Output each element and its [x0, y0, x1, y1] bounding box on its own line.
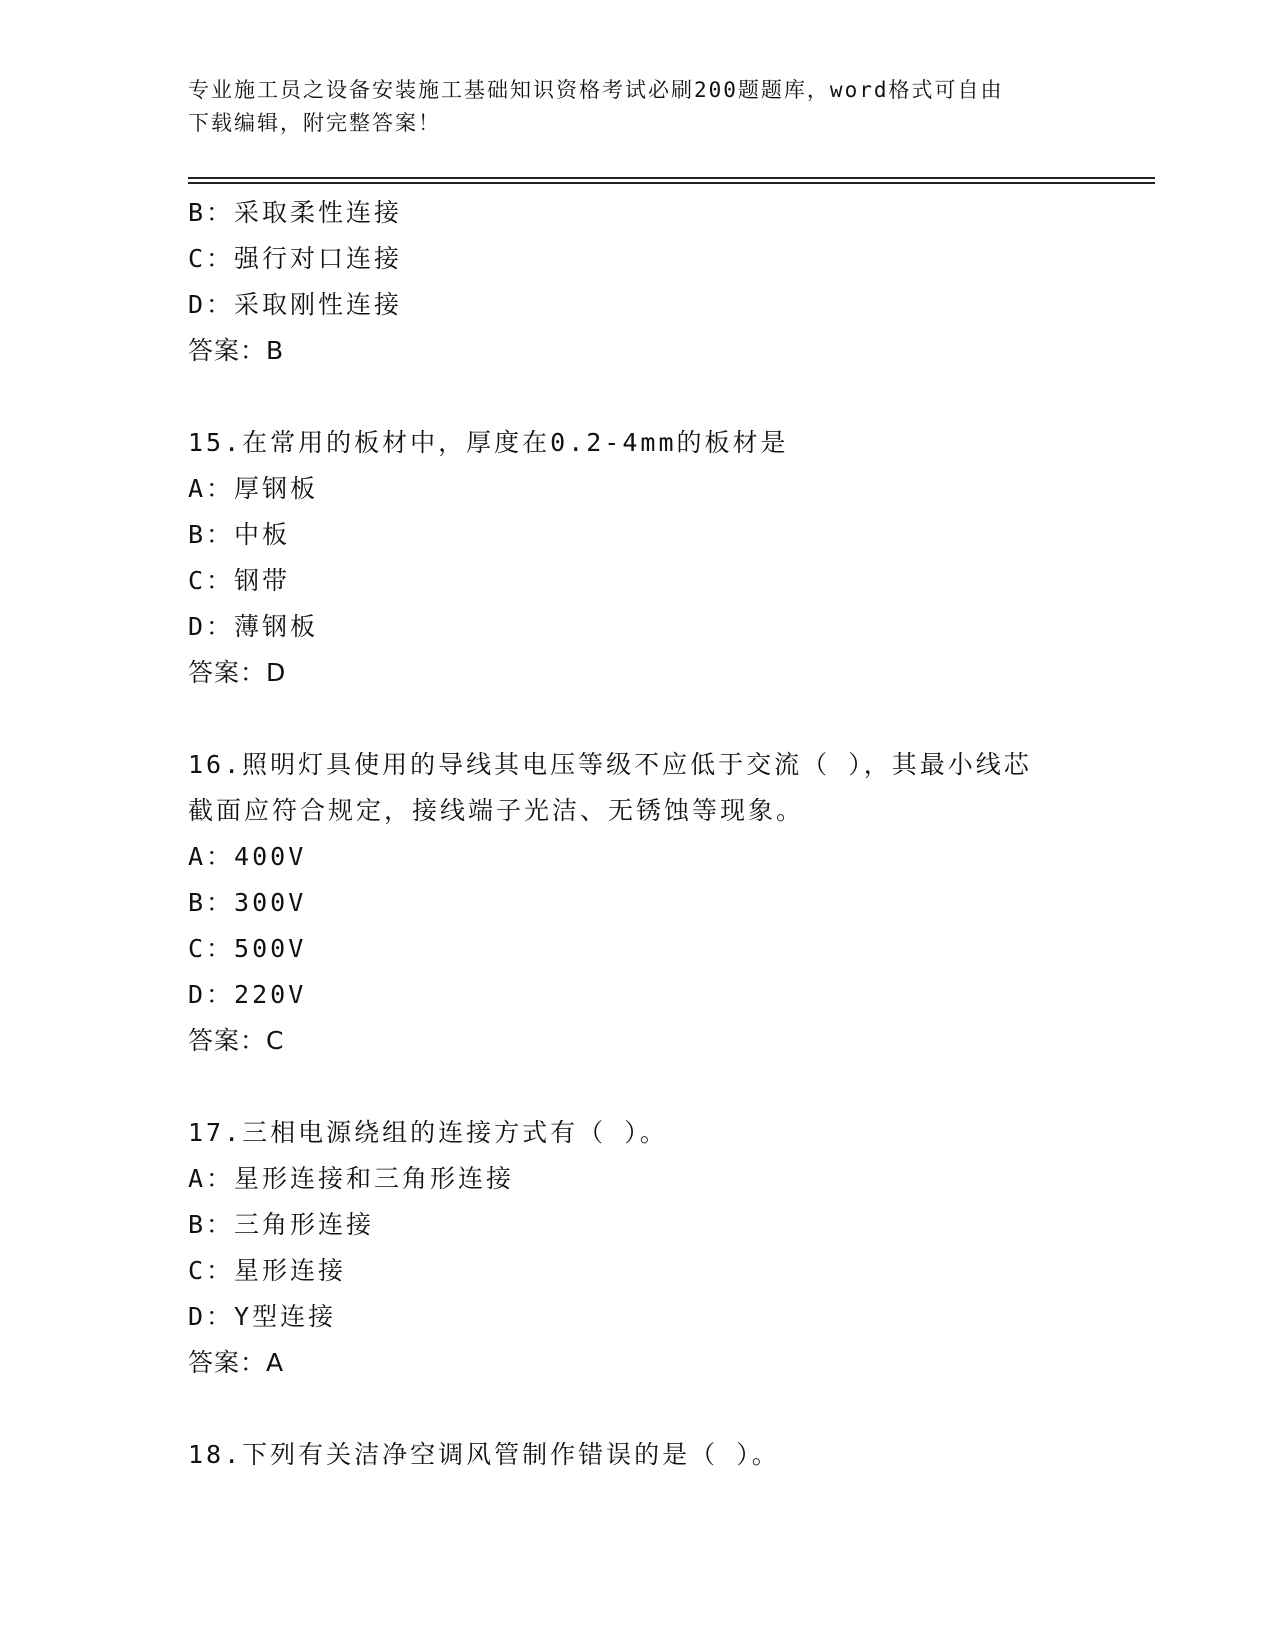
option-c: C：星形连接 — [188, 1256, 347, 1285]
spacer — [188, 1064, 1088, 1110]
question-17 — [188, 1110, 1088, 1386]
header-line-2: 下载编辑，附完整答案！ — [188, 111, 441, 135]
question-14-tail — [188, 190, 1088, 374]
option-b: B：300V — [188, 888, 307, 917]
option-a: A：星形连接和三角形连接 — [188, 1164, 515, 1193]
option-c: C：钢带 — [188, 566, 291, 595]
spacer — [188, 1386, 1088, 1432]
option-c: C：强行对口连接 — [188, 244, 403, 273]
answer-line: 答案：A — [188, 1348, 285, 1377]
question-18 — [188, 1432, 1088, 1478]
option-d: D：薄钢板 — [188, 612, 319, 641]
option-b: B：三角形连接 — [188, 1210, 375, 1239]
option-d: D：采取刚性连接 — [188, 290, 403, 319]
option-a: A：400V — [188, 842, 307, 871]
question-15 — [188, 420, 1088, 696]
spacer — [188, 374, 1088, 420]
answer-line: 答案：B — [188, 336, 285, 365]
document-header — [188, 74, 1088, 140]
answer-line: 答案：D — [188, 658, 287, 687]
question-stem-line-2: 截面应符合规定，接线端子光洁、无锈蚀等现象。 — [188, 796, 805, 825]
option-c: C：500V — [188, 934, 307, 963]
answer-line: 答案：C — [188, 1026, 285, 1055]
header-line-1: 专业施工员之设备安装施工基础知识资格考试必刷200题题库，word格式可自由 — [188, 78, 1004, 102]
question-content — [188, 190, 1088, 1478]
option-a: A：厚钢板 — [188, 474, 319, 503]
option-b: B：中板 — [188, 520, 291, 549]
question-stem-line-1: 16.照明灯具使用的导线其电压等级不应低于交流（ ），其最小线芯 — [188, 750, 1032, 779]
question-16 — [188, 742, 1088, 1064]
header-rule-top — [188, 177, 1155, 179]
header-rule-bottom — [188, 182, 1155, 184]
spacer — [188, 696, 1088, 742]
question-stem: 18.下列有关洁净空调风管制作错误的是（ ）。 — [188, 1440, 780, 1469]
question-stem: 15.在常用的板材中，厚度在0.2-4mm的板材是 — [188, 428, 789, 457]
question-stem: 17.三相电源绕组的连接方式有（ ）。 — [188, 1118, 668, 1147]
option-d: D：220V — [188, 980, 307, 1009]
option-d: D：Y型连接 — [188, 1302, 337, 1331]
option-b: B：采取柔性连接 — [188, 198, 403, 227]
